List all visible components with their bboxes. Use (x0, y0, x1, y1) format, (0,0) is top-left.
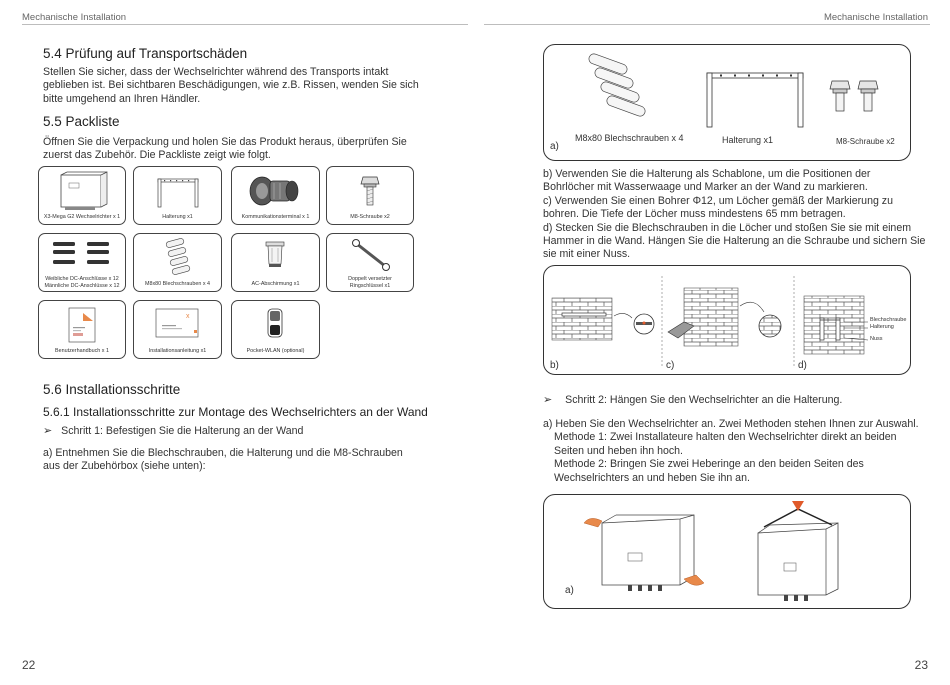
s55-line: zuerst das Zubehör. Die Packliste zeigt wie folgt. (43, 149, 271, 162)
a2-line: Seiten und heben ihn hoch. (554, 444, 683, 457)
section-5-4-text (43, 66, 419, 106)
step1-a-text (43, 447, 403, 474)
right-header-rule (484, 24, 930, 25)
s55-line: Öffnen Sie die Verpackung und holen Sie das Produkt heraus, überprüfen Sie (43, 136, 407, 148)
figure-marker-lift-a: a) (565, 585, 574, 596)
pack-caption: Kommunikationsterminal x 1 (241, 214, 310, 220)
pack-caption-line: Männliche DC-Anschlüsse x 12 (44, 282, 120, 289)
pack-item-m8x80-screws (133, 233, 222, 292)
bcd-line: bohren. Die Tiefe der Löcher muss mindestens 65 mm betragen. (543, 208, 846, 221)
svg-text:x: x (186, 313, 190, 320)
bcd-line: sie mit einer Nuss. (543, 248, 631, 261)
label-bracket: Halterung x1 (722, 135, 774, 145)
step1-text: Schritt 1: Befestigen Sie die Halterung an der Wand (61, 425, 304, 437)
figure-marker-d: d) (798, 360, 807, 371)
pack-caption: X3-Mega G2 Wechselrichter x 1 (43, 214, 121, 220)
step2-text: Schritt 2: Hängen Sie den Wechselrichter an die Halterung. (565, 394, 843, 406)
pack-caption: AC-Abschirmung x1 (251, 281, 300, 287)
left-page-number: 22 (22, 658, 36, 672)
a2-line: Methode 2: Bringen Sie zwei Heberinge an den beiden Seiten des (554, 458, 864, 471)
bcd-line: Bohrlöcher mit Wasserwaage und Marker an der Wand zu markieren. (543, 181, 868, 194)
pack-caption: M8-Schraube x2 (350, 214, 390, 220)
label-anchor-screws: M8x80 Blechschrauben x 4 (575, 133, 684, 143)
a2-line: a) Heben Sie den Wechselrichter an. Zwei Methoden stehen Ihnen zur Auswahl. (543, 418, 919, 430)
pack-caption: Installationsanleitung x1 (148, 348, 207, 354)
pack-caption (327, 276, 413, 289)
pack-item-m8-screw (326, 166, 414, 225)
right-page-number: 23 (914, 658, 928, 672)
bcd-line: b) Verwenden Sie die Halterung als Schablone, um die Positionen der (543, 168, 871, 180)
section-5-5-text (43, 136, 407, 163)
figure-accessories (543, 44, 911, 161)
bcd-line: c) Verwenden Sie einen Bohrer Φ12, um Löcher gemäß der Markierung zu (543, 194, 893, 207)
figure-wall-mounting (543, 265, 911, 375)
steps-bcd-text (543, 168, 925, 262)
pack-caption: Benutzerhandbuch x 1 (55, 348, 109, 354)
bcd-line: Hammer in die Wand. Hängen Sie die Halterung an die Schraube und sichern Sie (543, 235, 926, 248)
s54-line: Stellen Sie sicher, dass der Wechselrichter während des Transports intakt (43, 66, 389, 78)
step2-a-text (543, 418, 919, 485)
figure-marker-a: a) (550, 141, 559, 152)
arrow-bullet-icon: ➢ (543, 394, 553, 406)
wall-mounting-illustration (544, 266, 910, 374)
pack-caption (39, 276, 125, 289)
a-line: aus der Zubehörbox (siehe unten): (43, 460, 206, 473)
s54-line: bitte umgehend an Ihren Händler. (43, 92, 201, 105)
pack-caption: M8x80 Blechschrauben x 4 (144, 281, 211, 287)
pack-item-inverter (38, 166, 126, 225)
a2-line: Wechselrichters an und heben Sie ihn an. (554, 471, 750, 484)
pack-item-ac-shield (231, 233, 320, 292)
label-m8-screw: M8-Schraube x2 (836, 137, 895, 146)
pack-caption-line: Ringschlüssel x1 (349, 282, 391, 289)
arrow-bullet-icon: ➢ (43, 425, 53, 437)
section-5-6-1-title: 5.6.1 Installationsschritte zur Montage des Wechselrichters an der Wand (43, 405, 428, 419)
section-5-4-title: 5.4 Prüfung auf Transportschäden (43, 46, 248, 61)
step1-line (43, 425, 303, 438)
pack-item-install-guide (133, 300, 222, 359)
figure-lifting (543, 494, 911, 609)
pack-item-ring-wrench (326, 233, 414, 292)
pack-item-pocket-wlan (231, 300, 320, 359)
pack-item-comm-terminal (231, 166, 320, 225)
figure-marker-c: c) (666, 360, 675, 371)
pack-item-dc-connectors (38, 233, 126, 292)
lifting-illustration (544, 495, 910, 608)
pack-caption: Halterung x1 (162, 214, 193, 220)
section-5-5-title: 5.5 Packliste (43, 114, 120, 129)
a-line: a) Entnehmen Sie die Blechschrauben, die Halterung und die M8-Schrauben (43, 447, 403, 459)
s54-line: geblieben ist. Bei sichtbaren Beschädigungen, wie z.B. Rissen, wenden Sie sich (43, 79, 419, 92)
right-running-header: Mechanische Installation (823, 12, 928, 23)
bcd-line: d) Stecken Sie die Blechschrauben in die Löcher und stoßen Sie sie mit einem (543, 221, 912, 234)
pack-caption-line: Weibliche DC-Anschlüsse x 12 (45, 276, 119, 282)
step2-line (543, 394, 842, 407)
pack-caption: Pocket-WLAN (optional) (246, 348, 305, 354)
label-bracket-small: Halterung (870, 324, 894, 330)
left-header-rule (22, 24, 468, 25)
left-running-header: Mechanische Installation (22, 12, 127, 23)
section-5-6-title: 5.6 Installationsschritte (43, 382, 181, 397)
label-sheet-screw: Blechschraube (870, 317, 907, 323)
label-nut: Nuss (870, 336, 883, 342)
a2-line: Methode 1: Zwei Installateure halten den Wechselrichter direkt an beiden (554, 431, 897, 444)
figure-marker-b: b) (550, 360, 559, 371)
pack-item-user-manual (38, 300, 126, 359)
pack-item-bracket (133, 166, 222, 225)
pack-caption-line: Doppelt versetzter (348, 276, 392, 282)
